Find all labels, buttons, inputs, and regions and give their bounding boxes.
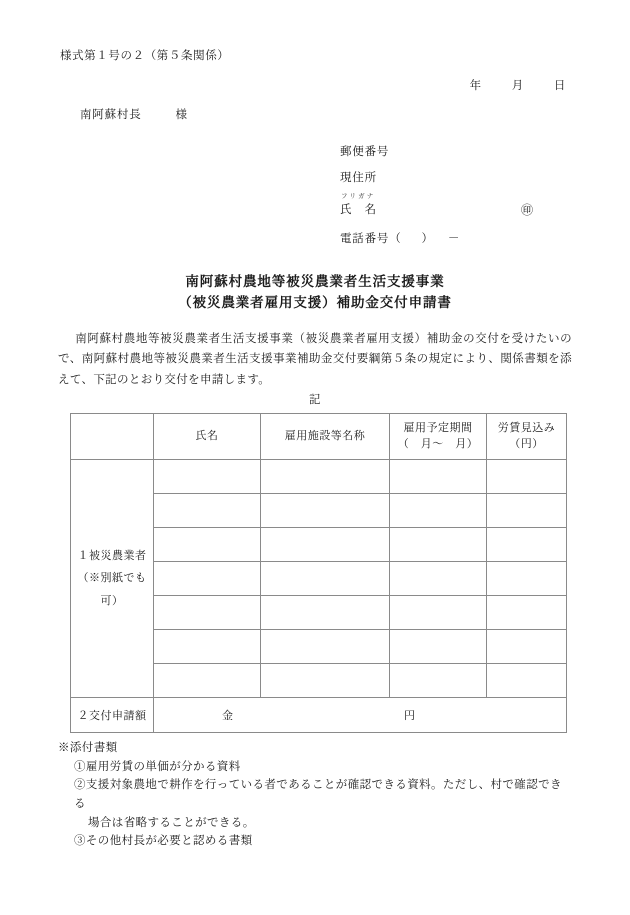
cell-name[interactable] [154, 664, 261, 698]
cell-name[interactable] [154, 494, 261, 528]
cell-name[interactable] [154, 528, 261, 562]
tel-close-paren: ） [421, 233, 434, 246]
addressee-honorific: 様 [175, 108, 188, 121]
page-title [58, 272, 572, 314]
address-label: 現住所 [340, 172, 377, 185]
postal-code-label: 郵便番号 [340, 145, 390, 158]
cell-facility[interactable] [261, 528, 390, 562]
total-yen-label: 円 [404, 710, 416, 723]
section-label-cell [71, 460, 154, 698]
cell-period[interactable] [390, 528, 487, 562]
cell-facility[interactable] [261, 562, 390, 596]
cell-wage[interactable] [487, 596, 567, 630]
cell-name[interactable] [154, 460, 261, 494]
header-wage-line-2: （円） [509, 437, 544, 450]
header-cell-facility: 雇用施設等名称 [261, 414, 390, 460]
cell-period[interactable] [390, 562, 487, 596]
section-label-line-2: （※別紙でも可） [77, 572, 147, 607]
attachment-item-1: ①雇用労賃の単価が分かる資料 [74, 760, 241, 773]
attachment-item-2-continuation: 場合は省略することができる。 [88, 816, 255, 829]
cell-wage[interactable] [487, 528, 567, 562]
addressee-name: 南阿蘇村長 [80, 108, 142, 121]
cell-facility[interactable] [261, 630, 390, 664]
tel-open-paren: （ [389, 233, 402, 246]
addressee-line [80, 106, 572, 122]
total-row [71, 698, 567, 733]
applicant-block [340, 147, 572, 246]
header-cell-period [390, 414, 487, 460]
title-line-2: （被災農業者雇用支援）補助金交付申請書 [178, 294, 452, 310]
cell-name[interactable] [154, 630, 261, 664]
month-label: 月 [511, 79, 524, 92]
cell-wage[interactable] [487, 562, 567, 596]
cell-facility[interactable] [261, 494, 390, 528]
header-wage-line-1: 労賃見込み [497, 421, 556, 434]
body-paragraph-text: 南阿蘇村農地等被災農業者生活支援事業（被災農業者雇用支援）補助金の交付を受けたいので、南阿蘇村農地等被災農業者生活支援事業補助金交付要綱第５条の規定により、関係書類を添えて、下記のとおり交付を申請します。 [58, 332, 572, 386]
day-label: 日 [553, 79, 566, 92]
header-period-line-2: （ 月～ 月） [397, 437, 479, 450]
header-cell-wage [487, 414, 567, 460]
ki-marker: 記 [308, 394, 322, 407]
title-line-1: 南阿蘇村農地等被災農業者生活支援事業 [185, 273, 445, 289]
attachment-item-3: ③その他村長が必要と認める書類 [74, 835, 253, 848]
name-label: 氏 名 [340, 203, 377, 216]
header-cell-label [71, 414, 154, 460]
table-row [71, 460, 567, 494]
cell-name[interactable] [154, 596, 261, 630]
postal-code-row [340, 147, 572, 159]
total-value-cell[interactable] [154, 698, 567, 733]
cell-wage[interactable] [487, 664, 567, 698]
telephone-row [340, 234, 572, 246]
seal-stamp-icon: ㊞ [521, 202, 534, 217]
cell-facility[interactable] [261, 460, 390, 494]
attachments-section [58, 739, 572, 851]
name-row [340, 192, 572, 217]
date-line [58, 77, 572, 93]
application-table [70, 413, 567, 733]
cell-period[interactable] [390, 494, 487, 528]
attachments-heading: ※添付書類 [58, 742, 118, 755]
cell-facility[interactable] [261, 664, 390, 698]
cell-facility[interactable] [261, 596, 390, 630]
section-label-line-1: １被災農業者 [77, 549, 147, 562]
cell-period[interactable] [390, 460, 487, 494]
header-cell-name: 氏名 [154, 414, 261, 460]
body-paragraph [58, 329, 572, 390]
form-code: 様式第１号の２（第５条関係） [60, 50, 230, 62]
table-header-row [71, 414, 567, 460]
tel-dash: － [447, 233, 461, 246]
cell-period[interactable] [390, 630, 487, 664]
year-label: 年 [469, 79, 482, 92]
cell-period[interactable] [390, 596, 487, 630]
cell-wage[interactable] [487, 460, 567, 494]
total-kin-label: 金 [222, 710, 234, 723]
cell-period[interactable] [390, 664, 487, 698]
cell-wage[interactable] [487, 494, 567, 528]
telephone-label: 電話番号 [340, 233, 390, 246]
cell-name[interactable] [154, 562, 261, 596]
attachment-item-2: ②支援対象農地で耕作を行っている者であることが確認できる資料。ただし、村で確認できる [74, 779, 562, 810]
header-period-line-1: 雇用予定期間 [403, 421, 473, 434]
address-row [340, 173, 572, 185]
cell-wage[interactable] [487, 630, 567, 664]
furigana-ruby: フリガナ [341, 192, 376, 200]
total-label-cell: ２交付申請額 [71, 698, 154, 733]
